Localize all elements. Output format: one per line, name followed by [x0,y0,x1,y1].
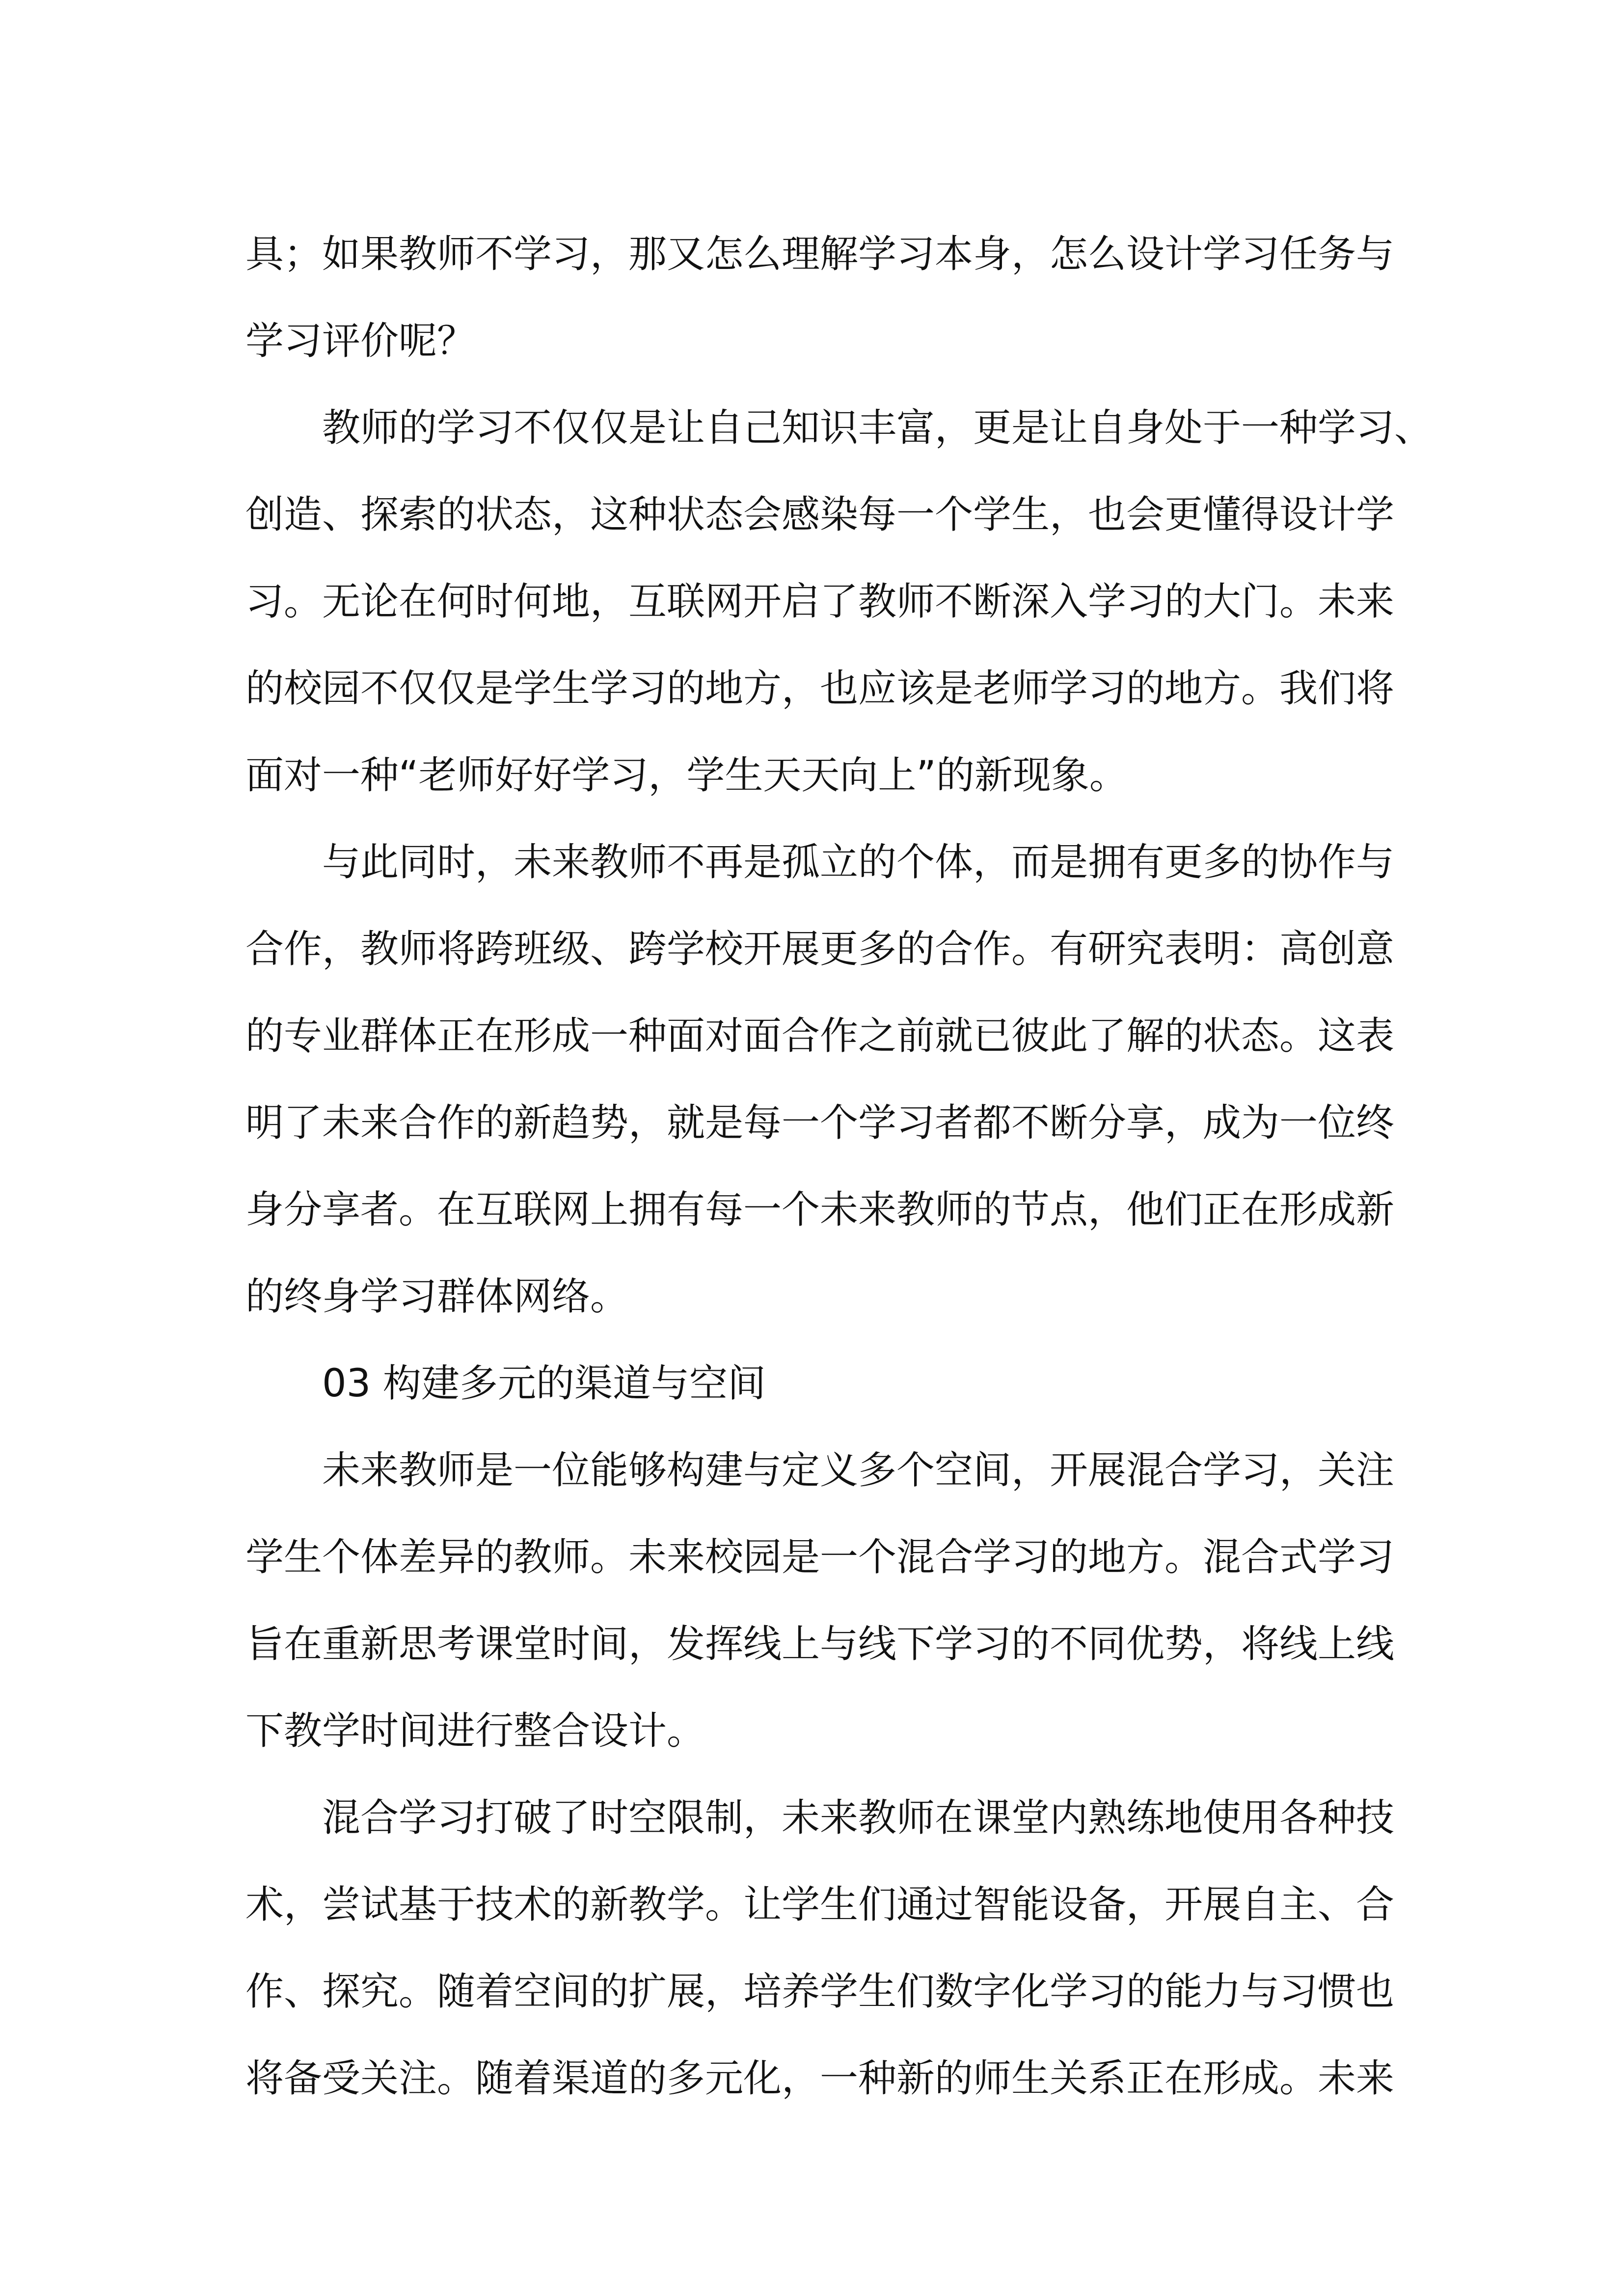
text-line: 合作，教师将跨班级、跨学校开展更多的合作。有研究表明：高创意 [245,927,1395,971]
text-line: 将备受关注。随着渠道的多元化，一种新的师生关系正在形成。未来 [245,2056,1395,2101]
text-line: 明了未来合作的新趋势，就是每一个学习者都不断分享，成为一位终 [245,1101,1395,1145]
text-line: 创造、探索的状态，这种状态会感染每一个学生，也会更懂得设计学 [245,493,1395,537]
paragraph-first-line: 混合学习打破了时空限制，未来教师在课堂内熟练地使用各种技 [322,1796,1395,1840]
text-line: 学生个体差异的教师。未来校园是一个混合学习的地方。混合式学习 [245,1535,1395,1579]
text-line: 的专业群体正在形成一种面对面合作之前就已彼此了解的状态。这表 [245,1014,1395,1058]
text-line: 具；如果教师不学习，那又怎么理解学习本身，怎么设计学习任务与 [245,232,1395,276]
text-line: 身分享者。在互联网上拥有每一个未来教师的节点，他们正在形成新 [245,1188,1395,1232]
paragraph-first-line: 教师的学习不仅仅是让自己知识丰富，更是让自身处于一种学习、 [322,406,1433,450]
text-line: 术，尝试基于技术的新教学。让学生们通过智能设备，开展自主、合 [245,1883,1395,1927]
text-line: 的校园不仅仅是学生学习的地方，也应该是老师学习的地方。我们将 [245,667,1395,711]
text-line: 下教学时间进行整合设计。 [245,1709,705,1753]
text-line: 作、探究。随着空间的扩展，培养学生们数字化学习的能力与习惯也 [245,1970,1395,2014]
text-line: 的终身学习群体网络。 [245,1275,629,1319]
text-line: 学习评价呢？ [245,319,476,363]
paragraph-first-line: 与此同时，未来教师不再是孤立的个体，而是拥有更多的协作与 [322,840,1395,884]
text-line: 面对一种“老师好好学习，学生天天向上”的新现象。 [245,753,1128,798]
paragraph-first-line: 未来教师是一位能够构建与定义多个空间，开展混合学习，关注 [322,1448,1395,1493]
text-line: 旨在重新思考课堂时间，发挥线上与线下学习的不同优势，将线上线 [245,1622,1395,1666]
section-heading: 03 构建多元的渠道与空间 [322,1362,766,1406]
text-line: 习。无论在何时何地，互联网开启了教师不断深入学习的大门。未来 [245,580,1395,624]
